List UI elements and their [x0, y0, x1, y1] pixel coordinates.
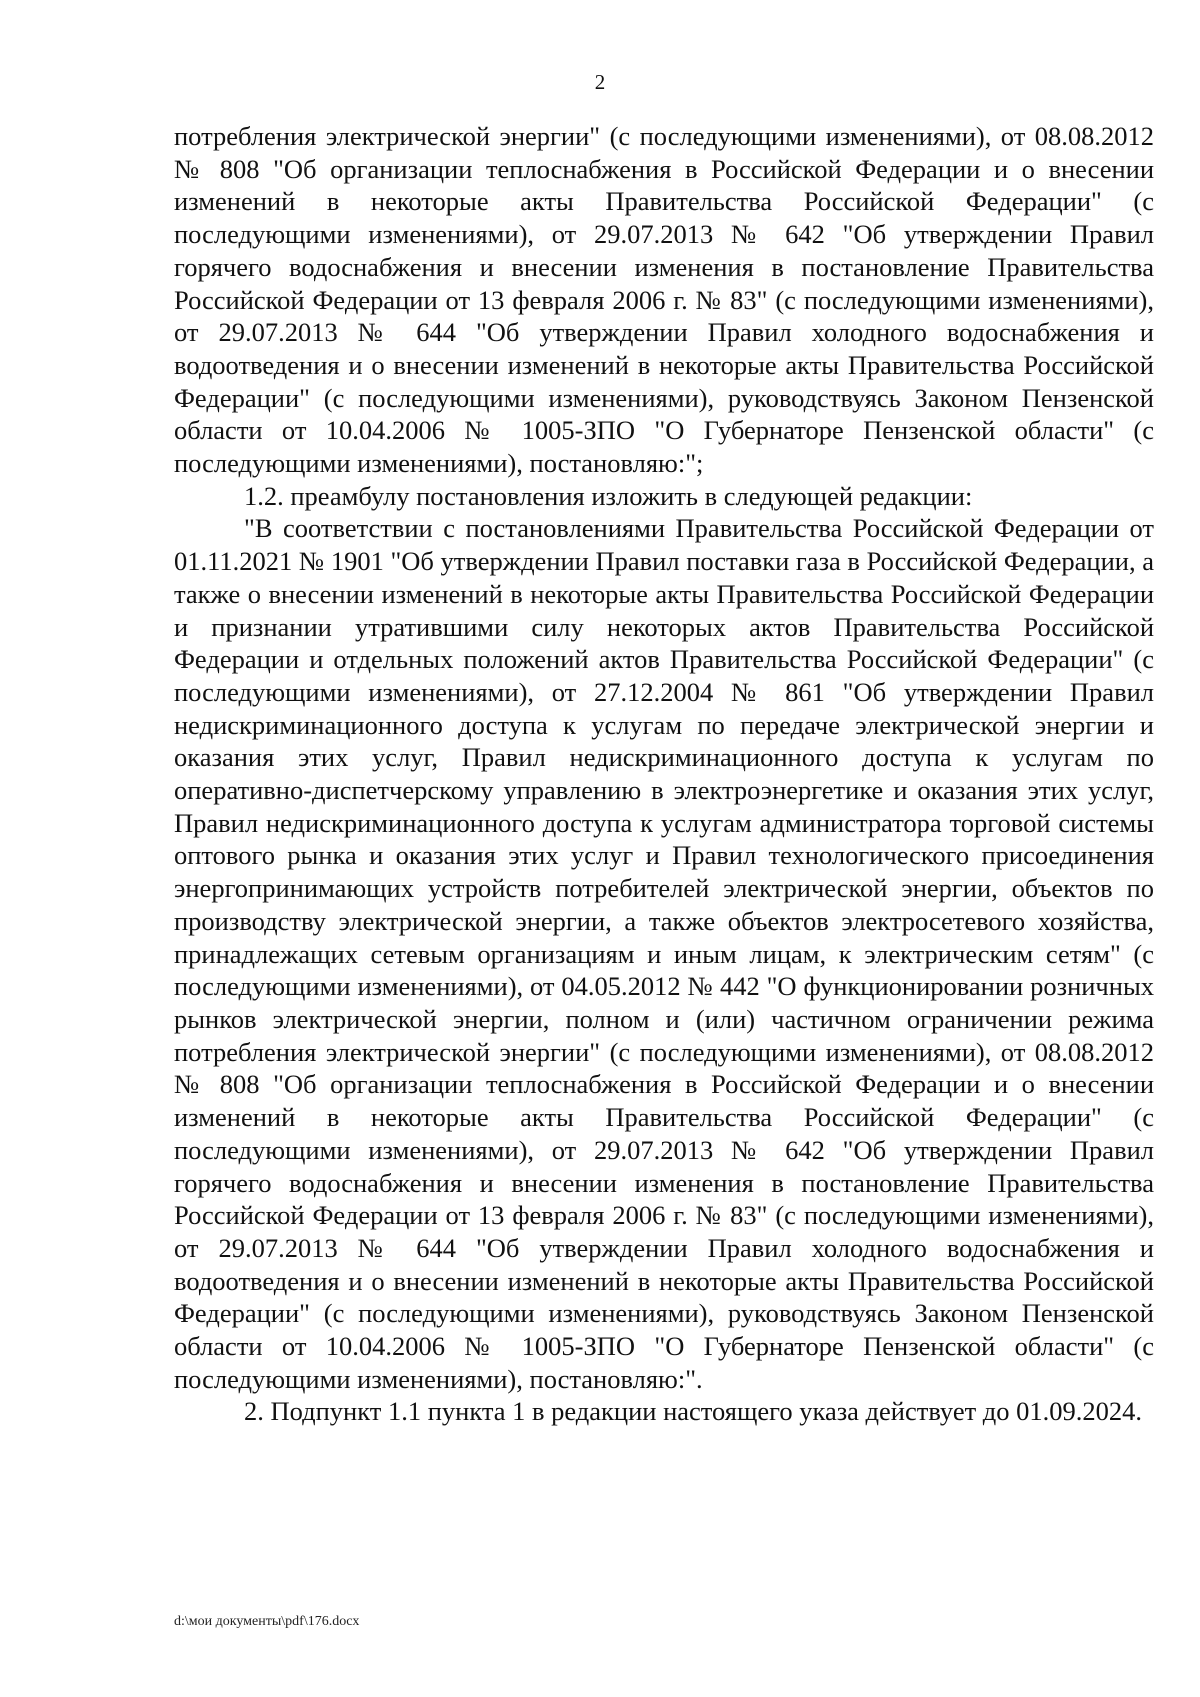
paragraph-item-1-2: 1.2. преамбулу постановления изложить в следующей редакции:	[244, 480, 973, 511]
document-body	[174, 120, 1154, 1428]
page-number: 2	[594, 70, 606, 94]
paragraph-item-2: 2. Подпункт 1.1 пункта 1 в редакции настоящего указа действует до 01.09.2024.	[244, 1396, 1143, 1427]
paragraph-preamble-continuation: потребления электрической энергии" (с последующими изменениями), от 08.08.2012 № 808 "Об организации теплоснабжения в Российской Федерации и о внесении изменений в некоторые акты Правительства Российской Федерации" (с последующими изменениями), от 29.07.2013 № 642 "Об утверждении Правил горячего водоснабжения и внесении изменения в постановление Правительства Российской Федерации от 13 февраля 2006 г. № 83" (с последующими изменениями), от 29.07.2013 № 644 "Об утверждении Правил холодного водоснабжения и водоотведения и о внесении изменений в некоторые акты Правительства Российской Федерации" (с последующими изменениями), руководствуясь Законом Пензенской области от 10.04.2006 № 1005-ЗПО "О Губернаторе Пензенской области" (с последующими изменениями), постановляю:";	[174, 121, 1154, 479]
footer-file-path: d:\мои документы\pdf\176.docx	[174, 1614, 360, 1629]
paragraph-new-preamble: "В соответствии с постановлениями Правительства Российской Федерации от 01.11.2021 № 1901 "Об утверждении Правил поставки газа в Российской Федерации, а также о внесении изменений в некоторые акты Правительства Российской Федерации и признании утратившими силу некоторых актов Правительства Российской Федерации и отдельных положений актов Правительства Российской Федерации" (с последующими изменениями), от 27.12.2004 № 861 "Об утверждении Правил недискриминационного доступа к услугам по передаче электрической энергии и оказания этих услуг, Правил недискриминационного доступа к услугам по оперативно-диспетчерскому управлению в электроэнергетике и оказания этих услуг, Правил недискриминационного доступа к услугам администратора торговой системы оптового рынка и оказания этих услуг и Правил технологического присоединения энергопринимающих устройств потребителей электрической энергии, объектов по производству электрической энергии, а также объектов электросетевого хозяйства, принадлежащих сетевым организациям и иным лицам, к электрическим сетям" (с последующими изменениями), от 04.05.2012 № 442 "О функционировании розничных рынков электрической энергии, полном и (или) частичном ограничении режима потребления электрической энергии" (с последующими изменениями), от 08.08.2012 № 808 "Об организации теплоснабжения в Российской Федерации и о внесении изменений в некоторые акты Правительства Российской Федерации" (с последующими изменениями), от 29.07.2013 № 642 "Об утверждении Правил горячего водоснабжения и внесении изменения в постановление Правительства Российской Федерации от 13 февраля 2006 г. № 83" (с последующими изменениями), от 29.07.2013 № 644 "Об утверждении Правил холодного водоснабжения и водоотведения и о внесении изменений в некоторые акты Правительства Российской Федерации" (с последующими изменениями), руководствуясь Законом Пензенской области от 10.04.2006 № 1005-ЗПО "О Губернаторе Пензенской области" (с последующими изменениями), постановляю:".	[174, 513, 1154, 1394]
